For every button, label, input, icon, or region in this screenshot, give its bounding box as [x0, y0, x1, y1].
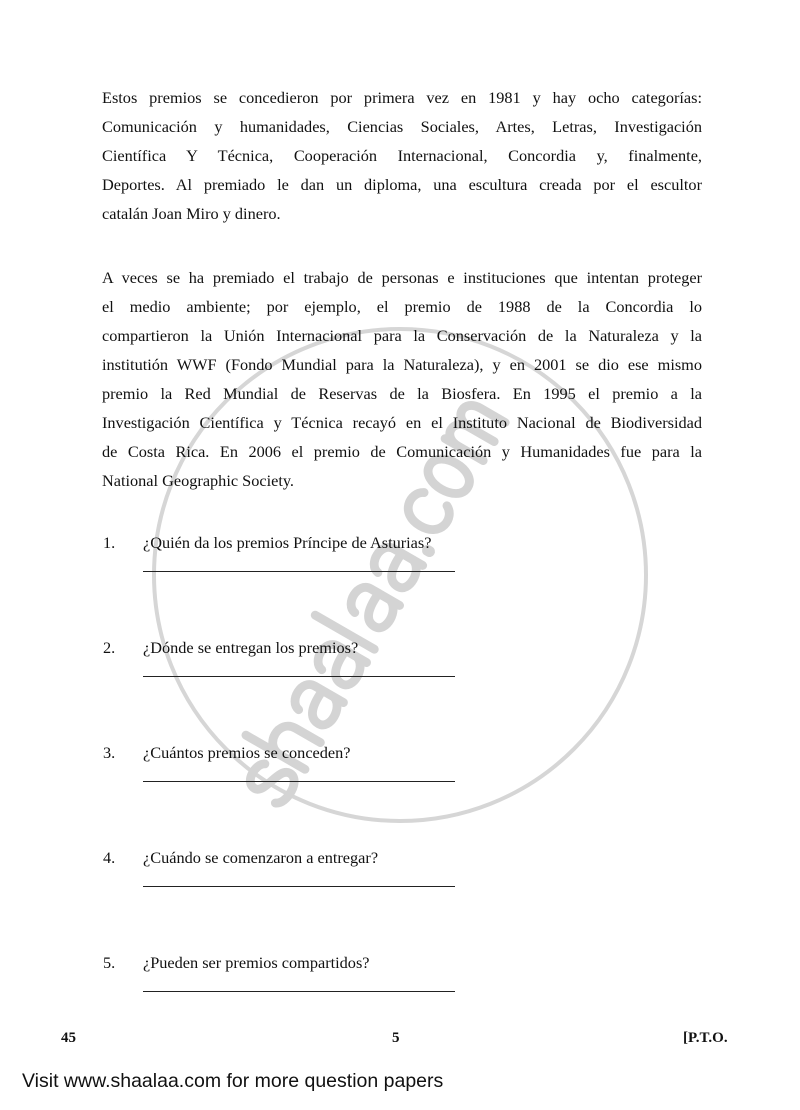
text-line: premio la Red Mundial de Reservas de la Biosfera. En 1995 el premio a la — [102, 384, 702, 403]
answer-line — [143, 676, 455, 677]
paragraph-2 — [102, 263, 702, 495]
paper-code: 45 — [61, 1030, 76, 1046]
visit-banner: Visit www.shaalaa.com for more question papers — [22, 1070, 444, 1092]
question-text: ¿Pueden ser premios compartidos? — [143, 953, 370, 972]
answer-line — [143, 991, 455, 992]
text-line: Científica Y Técnica, Cooperación Internacional, Concordia y, finalmente, — [102, 146, 702, 165]
question-number: 1. — [103, 533, 116, 552]
answer-line — [143, 781, 455, 782]
question-text: ¿Cuándo se comenzaron a entregar? — [143, 848, 379, 867]
text-line: A veces se ha premiado el trabajo de personas e instituciones que intentan proteger — [102, 268, 702, 287]
pto-label: [P.T.O. — [683, 1030, 728, 1046]
text-line: Deportes. Al premiado le dan un diploma, una escultura creada por el escultor — [102, 175, 702, 194]
paragraph-1 — [102, 83, 702, 228]
text-line: Investigación Científica y Técnica recayó en el Instituto Nacional de Biodiversidad — [102, 413, 702, 432]
question-number: 4. — [103, 848, 116, 867]
text-line: el medio ambiente; por ejemplo, el premio de 1988 de la Concordia lo — [102, 297, 702, 316]
text-line: catalán Joan Miro y dinero. — [102, 204, 281, 223]
question-number: 5. — [103, 953, 116, 972]
page-number: 5 — [392, 1030, 400, 1046]
question-number: 3. — [103, 743, 116, 762]
text-line: Comunicación y humanidades, Ciencias Sociales, Artes, Letras, Investigación — [102, 117, 702, 136]
text-line: compartieron la Unión Internacional para la Conservación de la Naturaleza y la — [102, 326, 702, 345]
question-text: ¿Quién da los premios Príncipe de Asturias? — [143, 533, 432, 552]
text-line: Estos premios se concedieron por primera vez en 1981 y hay ocho categorías: — [102, 88, 702, 107]
question-number: 2. — [103, 638, 116, 657]
text-line: institutión WWF (Fondo Mundial para la Naturaleza), y en 2001 se dio ese mismo — [102, 355, 702, 374]
answer-line — [143, 571, 455, 572]
answer-line — [143, 886, 455, 887]
question-text: ¿Cuántos premios se conceden? — [143, 743, 351, 762]
text-line: de Costa Rica. En 2006 el premio de Comunicación y Humanidades fue para la — [102, 442, 702, 461]
question-text: ¿Dónde se entregan los premios? — [143, 638, 359, 657]
text-line: National Geographic Society. — [102, 471, 294, 490]
